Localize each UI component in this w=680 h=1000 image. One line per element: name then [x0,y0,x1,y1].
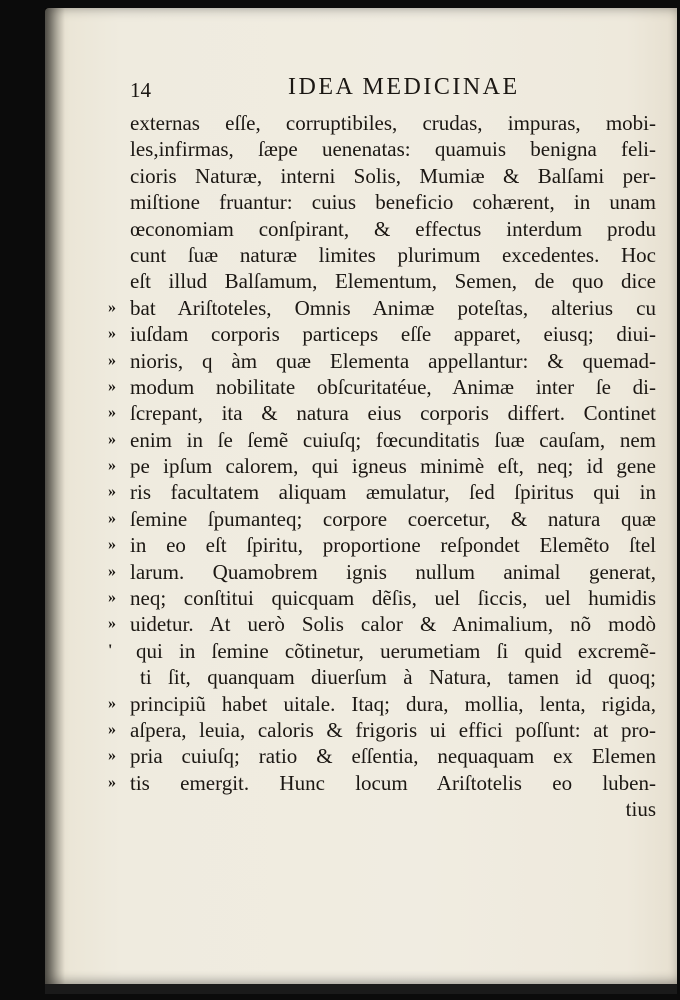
quotation-marker: » [108,430,115,448]
quotation-marker: » [108,325,115,343]
text-line [108,321,656,347]
text-line [108,532,656,558]
line-text: cioris Naturæ, interni Solis, Mumiæ & Balſami per- [130,163,656,188]
line-text: miſtione fruantur: cuius beneficio cohærent, in unam [130,190,656,215]
quotation-marker: » [108,483,115,501]
quotation-marker: » [108,589,115,607]
text-line [108,691,656,717]
page-bottom-edge [45,984,677,994]
text-line [108,717,656,743]
text-line [108,427,656,453]
quotation-marker: » [108,536,115,554]
line-text: neq; conſtitui quicquam dẽſis, uel ſiccis, uel humidis [130,586,656,611]
quotation-marker: » [108,694,115,712]
catchword: tius [625,797,656,822]
line-text: œconomiam conſpirant, & effectus interdum produ [130,216,656,241]
text-line [108,585,656,611]
text-line [130,216,656,242]
quotation-marker: » [108,298,115,316]
text-line [130,136,656,162]
text-line [108,638,656,664]
text-line [108,559,656,585]
quotation-marker: » [108,615,115,633]
line-text: cunt ſuæ naturæ limites plurimum excedentes. Hoc [130,242,656,267]
line-text: iuſdam corporis particeps eſſe apparet, eiusq; diui- [130,322,656,347]
text-line [130,110,656,136]
quotation-marker: » [108,509,115,527]
line-text: ti ſit, quanquam diuerſum à Natura, tamen id quoq; [140,665,656,690]
line-text: aſpera, leuia, caloris & frigoris ui effici poſſunt: at pro- [130,717,656,742]
quotation-marker: » [108,747,115,765]
line-text: ſcrepant, ita & natura eius corporis differt. Continet [130,401,656,426]
quotation-marker: ' [108,641,112,659]
quotation-marker: » [108,404,115,422]
text-line [130,189,656,215]
line-text: tis emergit. Hunc locum Ariſtotelis eo luben- [130,770,656,795]
quotation-marker: » [108,562,115,580]
line-text: qui in ſemine cõtinetur, uerumetiam ſi quid excremẽ- [136,638,656,663]
line-text: externas eſſe, corruptibiles, crudas, impuras, mobi- [130,111,656,135]
line-text: ris facultatem aliquam æmulatur, ſed ſpiritus qui in [130,480,656,505]
text-line [108,400,656,426]
text-line [108,348,656,374]
body-text [108,110,656,823]
quotation-marker: » [108,351,115,369]
line-text: in eo eſt ſpiritu, proportione reſpondet Elemẽto ſtel [130,533,656,558]
text-line [108,295,656,321]
text-line [130,163,656,189]
quotation-marker: » [108,720,115,738]
line-text: larum. Quamobrem ignis nullum animal generat, [130,559,656,584]
page-number: 14 [130,78,151,102]
line-text: ſemine ſpumanteq; corpore coercetur, & natura quæ [130,506,656,531]
text-line [108,743,656,769]
text-line [108,506,656,532]
line-text: modum nobilitate obſcuritatéue, Animæ inter ſe di- [130,374,656,399]
line-text: pe ipſum calorem, qui igneus minimè eſt, neq; id gene [130,454,656,479]
text-line [108,374,656,400]
running-head: IDEA MEDICINAE [288,74,520,100]
text-line [108,479,656,505]
text-line [108,611,656,637]
text-line [130,268,656,294]
text-line [108,453,656,479]
catchword-line [130,796,656,822]
text-line [130,242,656,268]
line-text: les,infirmas, ſæpe uenenatas: quamuis benigna feli- [130,137,656,162]
quotation-marker: » [108,457,115,475]
text-line [108,770,656,796]
line-text: pria cuiuſq; ratio & eſſentia, nequaquam ex Elemen [130,744,656,769]
line-text: eſt illud Balſamum, Elementum, Semen, de quo dice [130,269,656,294]
line-text: uidetur. At uerò Solis calor & Animalium, nõ modò [130,612,656,637]
line-text: enim in ſe ſemẽ cuiuſq; fœcunditatis ſuæ cauſam, nem [130,427,656,452]
line-text: principiũ habet uitale. Itaq; dura, mollia, lenta, rigida, [130,691,656,716]
text-line [130,664,656,690]
quotation-marker: » [108,773,115,791]
line-text: nioris, q àm quæ Elementa appellantur: & quemad- [130,348,656,373]
quotation-marker: » [108,377,115,395]
line-text: bat Ariſtoteles, Omnis Animæ poteſtas, alterius cu [130,295,656,320]
